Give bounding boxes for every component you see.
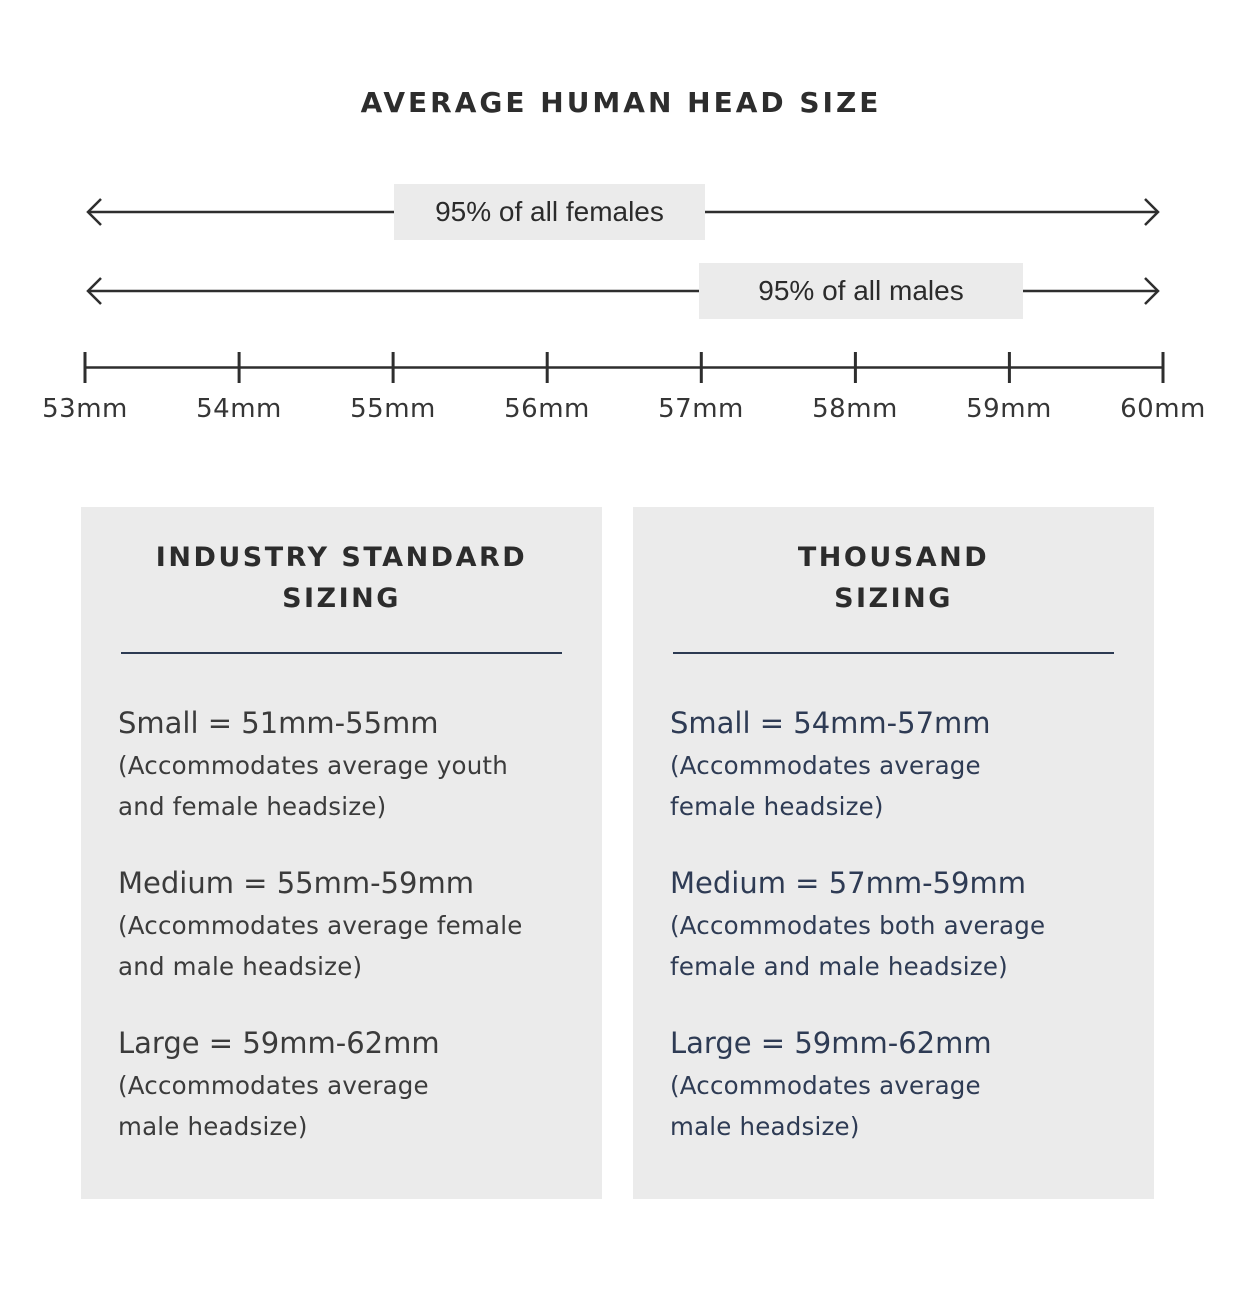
box-title <box>670 537 1117 619</box>
ruler-labels <box>0 394 1242 428</box>
box-title <box>118 537 565 619</box>
ruler-label-57mm: 57mm <box>658 394 744 424</box>
female-range-label <box>394 184 705 240</box>
entry-size-text: Small = 54mm-57mm <box>670 706 991 740</box>
entry-desc-line1: (Accommodates average <box>670 751 981 780</box>
size-entry-medium <box>118 861 565 987</box>
entry-desc-line2: female headsize) <box>670 792 884 821</box>
size-entry-large <box>118 1021 565 1147</box>
box-title-line1: INDUSTRY STANDARD <box>155 542 528 573</box>
entry-desc-line2: male headsize) <box>670 1112 860 1141</box>
size-entry-medium <box>670 861 1117 987</box>
ruler-label-59mm: 59mm <box>966 394 1052 424</box>
ruler <box>83 351 1165 384</box>
entry-desc-line2: and female headsize) <box>118 792 387 821</box>
entry-size-text: Medium = 55mm-59mm <box>118 866 474 900</box>
ruler-label-54mm: 54mm <box>196 394 282 424</box>
sizing-box-industry-standard <box>81 507 602 1199</box>
entry-desc-line2: and male headsize) <box>118 952 363 981</box>
entry-desc-line1: (Accommodates average <box>670 1071 981 1100</box>
ruler-label-58mm: 58mm <box>812 394 898 424</box>
male-range-label <box>699 263 1023 319</box>
entry-desc-line1: (Accommodates average female <box>118 911 523 940</box>
size-entries <box>118 701 565 1147</box>
entry-size-text: Medium = 57mm-59mm <box>670 866 1026 900</box>
ruler-label-53mm: 53mm <box>42 394 128 424</box>
entry-desc-line2: male headsize) <box>118 1112 308 1141</box>
ruler-label-56mm: 56mm <box>504 394 590 424</box>
male-range-label-text: 95% of all males <box>758 275 964 306</box>
page-title: AVERAGE HUMAN HEAD SIZE <box>360 86 882 119</box>
box-title-line2: SIZING <box>834 583 953 614</box>
sizing-box-thousand <box>633 507 1154 1199</box>
entry-desc-line1: (Accommodates average youth <box>118 751 508 780</box>
size-entry-small <box>118 701 565 827</box>
entry-size-text: Large = 59mm-62mm <box>670 1026 992 1060</box>
ruler-label-60mm: 60mm <box>1120 394 1206 424</box>
box-divider <box>673 652 1114 654</box>
size-entry-large <box>670 1021 1117 1147</box>
box-divider <box>121 652 562 654</box>
box-title-line2: SIZING <box>282 583 401 614</box>
entry-desc-line2: female and male headsize) <box>670 952 1008 981</box>
box-title-line1: THOUSAND <box>797 542 990 573</box>
entry-desc-line1: (Accommodates average <box>118 1071 429 1100</box>
entry-size-text: Small = 51mm-55mm <box>118 706 439 740</box>
size-entries <box>670 701 1117 1147</box>
entry-size-text: Large = 59mm-62mm <box>118 1026 440 1060</box>
female-range-label-text: 95% of all females <box>435 196 664 227</box>
entry-desc-line1: (Accommodates both average <box>670 911 1046 940</box>
size-entry-small <box>670 701 1117 827</box>
ruler-label-55mm: 55mm <box>350 394 436 424</box>
